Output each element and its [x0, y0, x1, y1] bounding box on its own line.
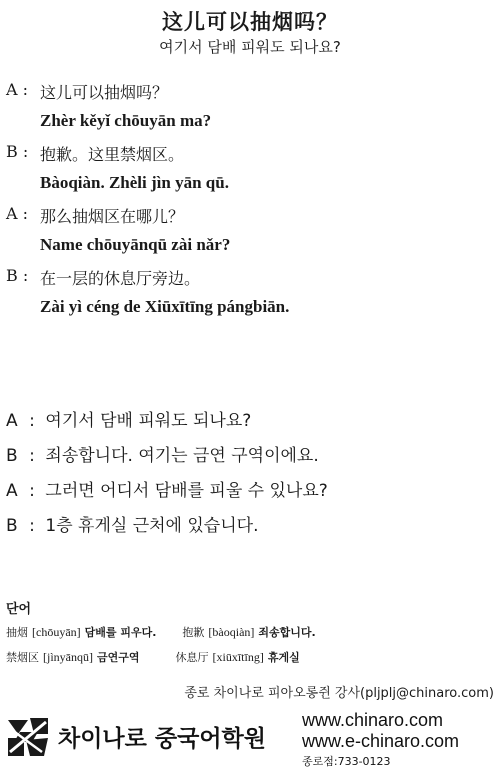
vocab-word: 禁烟区 — [6, 651, 39, 664]
vocab-row — [6, 649, 496, 674]
dialog-chinese: 那么抽烟区在哪儿？ — [40, 207, 185, 226]
dialog-chinese: 抱歉。这里禁烟区。 — [40, 145, 185, 164]
translation-text: 죄송합니다. 여기는 금연 구역이에요. — [45, 446, 319, 466]
vocab-word: 休息厅 — [175, 651, 209, 664]
dialog-pinyin: Bàoqiàn. Zhèli jìn yān qū. — [40, 173, 229, 192]
translation-speaker: B — [6, 516, 18, 536]
vocab-list — [6, 624, 496, 674]
vocab-meaning: 죄송합니다. — [258, 626, 316, 639]
vocab-word: 抱歉 — [182, 626, 205, 639]
dialog-line — [6, 80, 496, 142]
vocab-pinyin: [jìnyānqū] — [43, 650, 93, 664]
page-title: 这儿可以抽烟吗？ — [162, 10, 338, 34]
translation-text: 여기서 담배 피워도 되나요? — [45, 411, 252, 431]
dialog-line — [6, 266, 496, 328]
dialog-pinyin: Zhèr kěyǐ chōuyān ma? — [40, 111, 212, 130]
translation-colon: : — [29, 481, 35, 501]
translation-speaker: A — [6, 481, 18, 501]
dialog-speaker: A : — [6, 80, 29, 99]
translation-speaker: A — [6, 411, 18, 431]
vocab-meaning: 휴게실 — [267, 651, 300, 664]
translation — [6, 406, 496, 546]
vocab-meaning: 담배를 피우다. — [84, 626, 157, 639]
teacher-credit: 종로 차이나로 피아오롱쥔 강사(pljplj@chinaro.com) — [184, 686, 494, 701]
vocab-item — [6, 624, 156, 640]
website-link[interactable]: www.chinaro.com — [302, 710, 444, 730]
translation-text: 그러면 어디서 담배를 피울 수 있나요? — [45, 481, 328, 501]
dialog-line — [6, 204, 496, 266]
vocab-item — [176, 649, 300, 665]
website-link-e[interactable]: www.e-chinaro.com — [302, 731, 460, 751]
dialog-chinese: 这儿可以抽烟吗？ — [40, 83, 169, 102]
dialog-pinyin: Zài yì céng de Xiūxītīng pángbiān. — [40, 297, 290, 316]
dialog-speaker: A : — [6, 204, 29, 223]
dialog-chinese: 在一层的休息厅旁边。 — [40, 269, 201, 288]
translation-colon: : — [29, 516, 35, 536]
dialog-line — [6, 142, 496, 204]
vocab-heading: 단어 — [6, 602, 32, 617]
translation-colon: : — [29, 446, 35, 466]
vocab-word: 抽烟 — [6, 626, 28, 639]
chinaro-logo-icon — [4, 712, 52, 760]
dialog-speaker: B : — [6, 142, 29, 161]
translation-speaker: B — [6, 446, 18, 466]
dialog-pinyin: Name chōuyānqū zài nǎr? — [40, 235, 231, 254]
page-subtitle: 여기서 담배 피워도 되나요? — [159, 38, 341, 56]
vocab-item — [182, 624, 315, 640]
translation-text: 1층 휴게실 근처에 있습니다. — [45, 516, 259, 536]
translation-line — [6, 406, 496, 441]
vocab-pinyin: [chōuyān] — [32, 625, 81, 639]
vocab-meaning: 금연구역 — [97, 651, 140, 664]
dialog — [6, 80, 496, 328]
academy-name: 차이나로 중국어학원 — [58, 726, 266, 752]
branch-phone: 종로점:733-0123 — [302, 755, 391, 768]
translation-line — [6, 511, 496, 546]
translation-line — [6, 476, 496, 511]
vocab-item — [6, 649, 140, 665]
dialog-speaker: B : — [6, 266, 29, 285]
vocab-pinyin: [bàoqiàn] — [208, 625, 255, 639]
translation-line — [6, 441, 496, 476]
translation-colon: : — [29, 411, 35, 431]
vocab-row — [6, 624, 496, 649]
vocab-pinyin: [xiūxītīng] — [212, 650, 264, 664]
